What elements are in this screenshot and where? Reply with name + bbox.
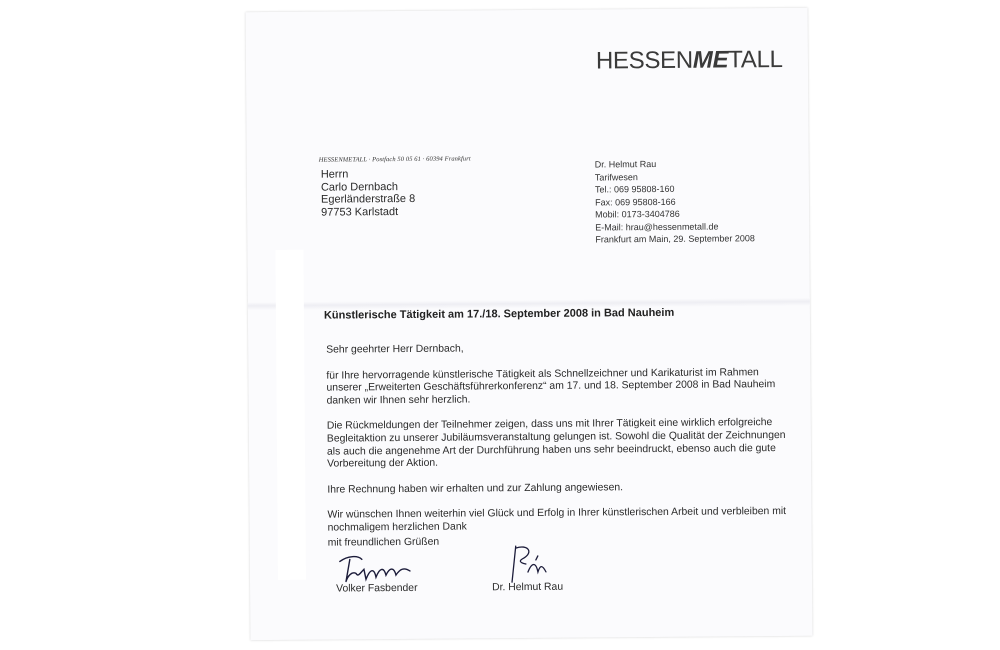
signature-rau xyxy=(506,542,566,586)
paragraph-1: für Ihre hervorragende künstlerische Tätigkeit als Schnellzeichner und Karikaturist im Rahmen unserer „Erweiterten Geschäftsführerkonferenz“ am 17. und 18. September 2008 in Bad Nauheim danken wir Ihnen sehr herzlich. xyxy=(326,366,776,407)
logo-mid: ME xyxy=(692,46,729,74)
contact-mobil: Mobil: 0173-3404786 xyxy=(595,208,680,220)
letter-page xyxy=(246,8,813,640)
contact-block xyxy=(595,157,755,246)
contact-department: Tarifwesen xyxy=(594,171,638,182)
letter-body xyxy=(326,341,798,548)
company-logo xyxy=(596,46,783,75)
signature-fasbender xyxy=(336,551,416,586)
recipient-name: Carlo Dernbach xyxy=(320,180,399,194)
signatory-right: Dr. Helmut Rau xyxy=(492,581,564,594)
signatory-left: Volker Fasbender xyxy=(336,582,418,595)
contact-tel: Tel.: 069 95808-160 xyxy=(594,183,675,195)
greeting: Sehr geehrter Herr Dernbach, xyxy=(326,343,464,356)
paragraph-2: Die Rückmeldungen der Teilnehmer zeigen, dass uns mit Ihrer Tätigkeit eine wirklich erfolgreiche Begleitaktion zu unserer Jubiläumsveranstaltung gelungen ist. Sowohl die Qualität der Zeichnungen als auch die angenehme Art der Durchführung haben uns sehr beeindruckt, ebenso auch die gute Vorbereitung der Aktion. xyxy=(326,417,786,470)
redaction-box xyxy=(275,250,306,580)
sender-line: HESSENMETALL · Postfach 50 05 61 · 60394 Frankfurt xyxy=(318,155,471,164)
place-date: Frankfurt am Main, 29. September 2008 xyxy=(595,233,755,245)
recipient-salutation: Herrn xyxy=(320,168,349,181)
contact-fax: Fax: 069 95808-166 xyxy=(595,196,676,207)
contact-email: E-Mail: hrau@hessenmetall.de xyxy=(595,221,719,232)
closing-line: mit freundlichen Grüßen xyxy=(327,536,440,549)
paragraph-4: Wir wünschen Ihnen weiterhin viel Glück und Erfolg in Ihrer künstlerischen Arbeit und verbleiben mit nochmaligem herzlichen Dank xyxy=(327,506,787,534)
logo-suffix: TALL xyxy=(728,46,783,74)
recipient-address xyxy=(321,168,416,219)
contact-name: Dr. Helmut Rau xyxy=(594,158,657,170)
recipient-street: Egerländerstraße 8 xyxy=(320,192,416,206)
paragraph-3: Ihre Rechnung haben wir erhalten und zur Zahlung angewiesen. xyxy=(327,482,624,496)
recipient-city: 97753 Karlstadt xyxy=(321,205,399,219)
subject-line: Künstlerische Tätigkeit am 17./18. September 2008 in Bad Nauheim xyxy=(323,306,675,322)
logo-prefix: HESSEN xyxy=(595,46,693,75)
